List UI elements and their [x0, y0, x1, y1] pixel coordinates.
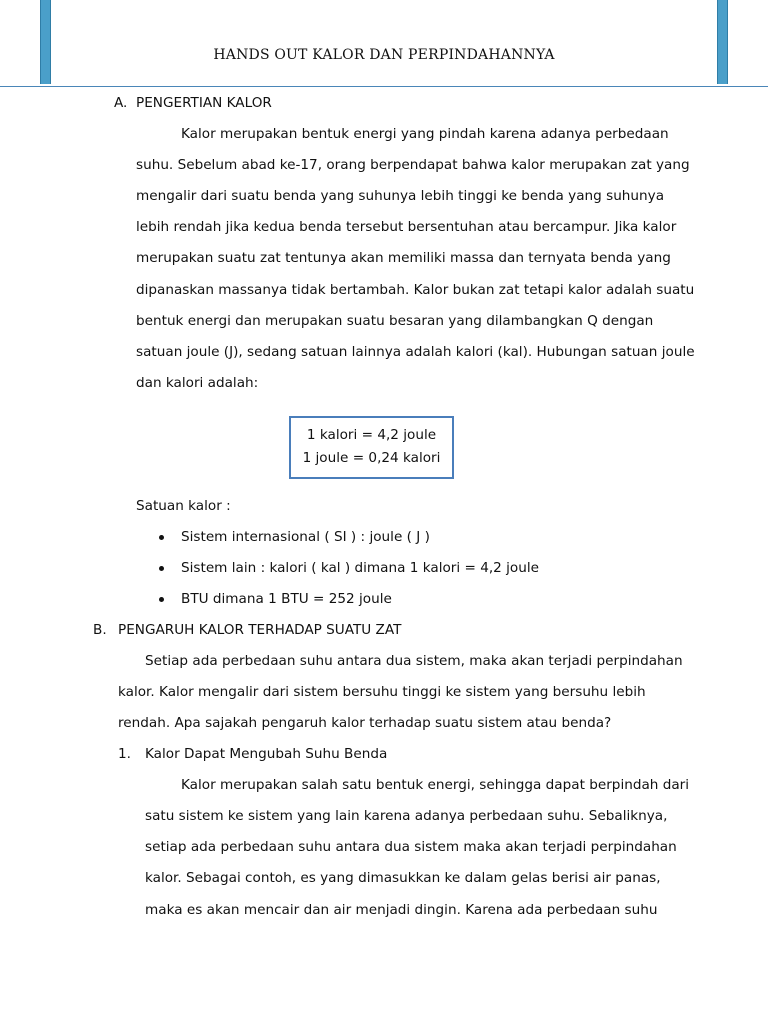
section-a-paragraph-line: dipanaskan massanya tidak bertambah. Kalor bukan zat tetapi kalor adalah suatu [136, 282, 695, 298]
subsection-1-heading: Kalor Dapat Mengubah Suhu Benda [145, 746, 388, 762]
section-a-paragraph-line: bentuk energi dan merupakan suatu besaran yang dilambangkan Q dengan [136, 313, 654, 329]
section-a-paragraph-line: dan kalori adalah: [136, 375, 259, 391]
section-a-paragraph-line: Kalor merupakan bentuk energi yang pindah karena adanya perbedaan [181, 126, 669, 142]
left-accent-bar [40, 0, 51, 84]
unit-item: BTU dimana 1 BTU = 252 joule [181, 591, 392, 607]
bullet-icon [159, 597, 164, 602]
section-a-marker: A. [114, 95, 128, 111]
section-b-paragraph-line: kalor. Kalor mengalir dari sistem bersuhu tinggi ke sistem yang bersuhu lebih [118, 684, 646, 700]
subsection-1-marker: 1. [118, 746, 131, 762]
subsection-1-paragraph-line: satu sistem ke sistem yang lain karena adanya perbedaan suhu. Sebaliknya, [145, 808, 668, 824]
section-a-paragraph-line: suhu. Sebelum abad ke-17, orang berpendapat bahwa kalor merupakan zat yang [136, 157, 690, 173]
conversion-line: 1 joule = 0,24 kalori [302, 450, 441, 466]
section-a-paragraph-line: lebih rendah jika kedua benda tersebut bersentuhan atau bercampur. Jika kalor [136, 219, 677, 235]
section-b-heading: PENGARUH KALOR TERHADAP SUATU ZAT [118, 622, 402, 638]
section-a-paragraph-line: mengalir dari suatu benda yang suhunya lebih tinggi ke benda yang suhunya [136, 188, 665, 204]
subsection-1-paragraph-line: maka es akan mencair dan air menjadi dingin. Karena ada perbedaan suhu [145, 902, 658, 918]
page-title: HANDS OUT KALOR DAN PERPINDAHANNYA [213, 47, 555, 63]
subsection-1-paragraph-line: Kalor merupakan salah satu bentuk energi, sehingga dapat berpindah dari [181, 777, 690, 793]
section-b-marker: B. [93, 622, 107, 638]
right-accent-bar [717, 0, 728, 84]
unit-item: Sistem internasional ( SI ) : joule ( J ) [181, 529, 430, 545]
bullet-icon [159, 535, 164, 540]
unit-item: Sistem lain : kalori ( kal ) dimana 1 kalori = 4,2 joule [181, 560, 539, 576]
section-a-paragraph-line: merupakan suatu zat tentunya akan memiliki massa dan ternyata benda yang [136, 250, 671, 266]
bullet-icon [159, 566, 164, 571]
subsection-1-paragraph-line: kalor. Sebagai contoh, es yang dimasukkan ke dalam gelas berisi air panas, [145, 870, 661, 886]
section-b-paragraph-line: rendah. Apa sajakah pengaruh kalor terhadap suatu sistem atau benda? [118, 715, 612, 731]
section-a-heading: PENGERTIAN KALOR [136, 95, 272, 111]
conversion-box [289, 416, 454, 479]
subsection-1-paragraph-line: setiap ada perbedaan suhu antara dua sistem maka akan terjadi perpindahan [145, 839, 677, 855]
header-divider [0, 86, 768, 87]
conversion-line: 1 kalori = 4,2 joule [306, 427, 437, 443]
section-a-paragraph-line: satuan joule (J), sedang satuan lainnya adalah kalori (kal). Hubungan satuan joule [136, 344, 695, 360]
section-b-paragraph-line: Setiap ada perbedaan suhu antara dua sistem, maka akan terjadi perpindahan [145, 653, 683, 669]
units-label: Satuan kalor : [136, 498, 231, 514]
